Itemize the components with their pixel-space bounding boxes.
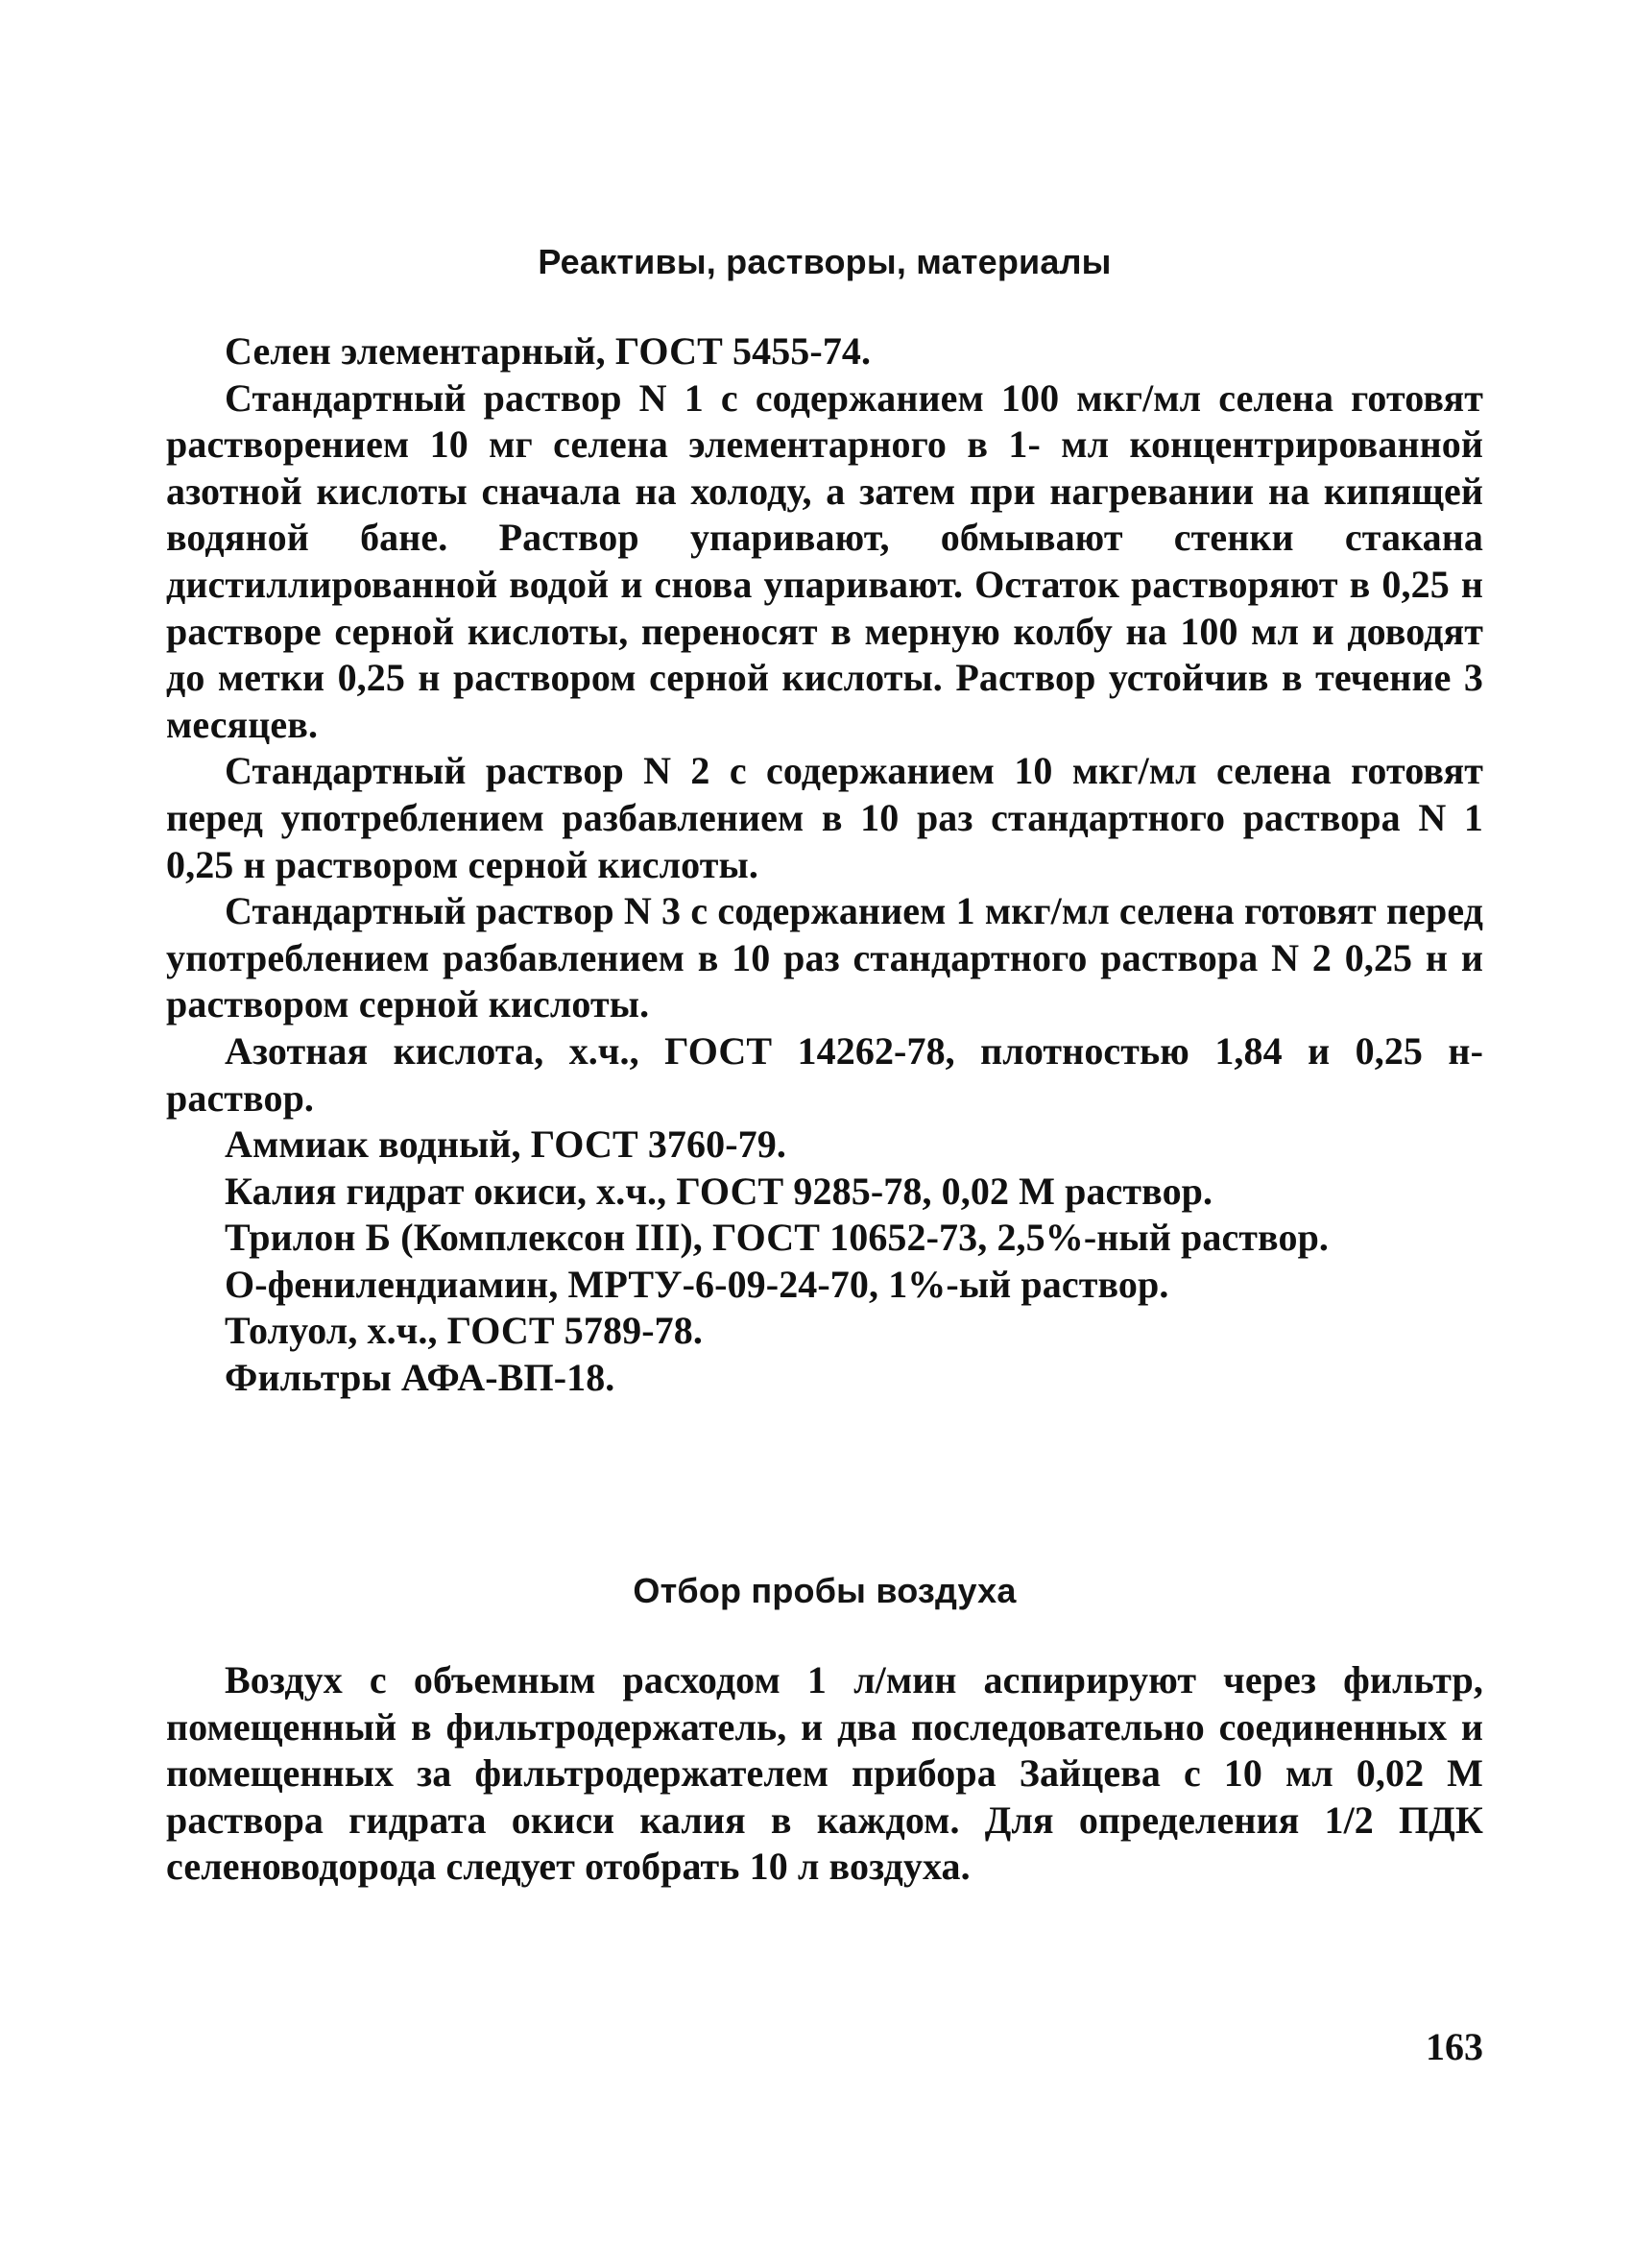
paragraph: О-фенилендиамин, МРТУ-6-09-24-70, 1%-ый раствор.	[225, 1262, 1169, 1306]
page-number: 163	[1426, 2025, 1483, 2068]
reagents-section	[166, 328, 1483, 1402]
paragraph: Селен элементарный, ГОСТ 5455-74.	[225, 329, 872, 373]
section-heading-reagents: Реактивы, растворы, материалы	[538, 242, 1112, 281]
paragraph: Трилон Б (Комплексон III), ГОСТ 10652-73, 2,5%-ный раствор.	[225, 1216, 1330, 1260]
paragraph: Толуол, х.ч., ГОСТ 5789-78.	[225, 1309, 703, 1353]
paragraph: Стандартный раствор N 3 с содержанием 1 мкг/мл селена готовят перед употреблением разбавлением в 10 раз стандартного раствора N 2 0,25 н и раствором серной кислоты.	[166, 889, 1483, 1026]
paragraph: Аммиак водный, ГОСТ 3760-79.	[225, 1122, 786, 1167]
paragraph: Стандартный раствор N 2 с содержанием 10 мкг/мл селена готовят перед употреблением разбавлением в 10 раз стандартного раствора N 1 0,25 н раствором серной кислоты.	[166, 749, 1483, 886]
paragraph: Воздух с объемным расходом 1 л/мин аспирируют через фильтр, помещенный в фильтродержатель, и два последовательно соединенных и помещенных за фильтродержателем прибора Зайцева с 10 мл 0,02 М раствора гидрата окиси калия в каждом. Для определения 1/2 ПДК селеноводорода следует отобрать 10 л воздуха.	[166, 1658, 1483, 1889]
paragraph: Калия гидрат окиси, х.ч., ГОСТ 9285-78, 0,02 М раствор.	[225, 1169, 1213, 1213]
section-heading-air-sampling: Отбор пробы воздуха	[633, 1571, 1017, 1610]
paragraph: Азотная кислота, х.ч., ГОСТ 14262-78, плотностью 1,84 и 0,25 н-раствор.	[166, 1028, 1483, 1120]
air-sampling-section	[166, 1657, 1483, 1891]
paragraph: Фильтры АФА-ВП-18.	[225, 1356, 615, 1400]
paragraph: Стандартный раствор N 1 с содержанием 100 мкг/мл селена готовят растворением 10 мг селена элементарного в 1- мл концентрированной азотной кислоты сначала на холоду, а затем при нагревании на кипящей водяной бане. Раствор упаривают, обмывают стенки стакана дистиллированной водой и снова упаривают. Остаток растворяют в 0,25 н растворе серной кислоты, переносят в мерную колбу на 100 мл и доводят до метки 0,25 н раствором серной кислоты. Раствор устойчив в течение 3 месяцев.	[166, 375, 1483, 746]
